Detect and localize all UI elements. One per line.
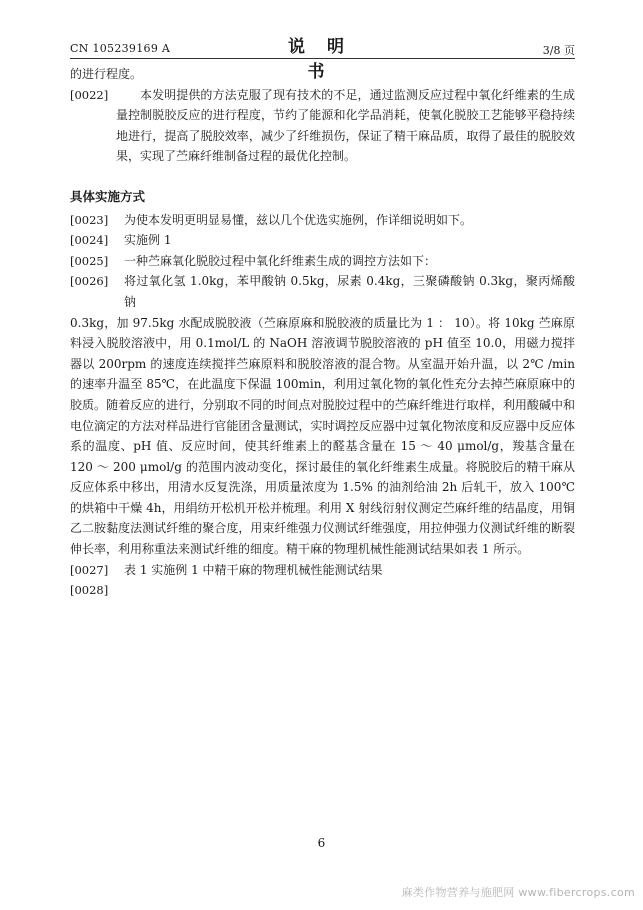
paragraph-text: 为使本发明更明显易懂，兹以几个优选实施例，作详细说明如下。 — [124, 212, 473, 227]
lead-text: 的进行程度。 — [70, 67, 143, 81]
document-body — [70, 64, 575, 601]
paragraph-0026 — [70, 271, 575, 312]
document-title: 说 明 书 — [288, 37, 352, 82]
paragraph-0027 — [70, 560, 575, 581]
paragraph-number: [0023] — [70, 212, 109, 227]
paragraph-number: [0022] — [70, 87, 109, 102]
paragraph-text: 一种苎麻氧化脱胶过程中氧化纤维素生成的调控方法如下： — [124, 253, 437, 268]
paragraph-text: 将过氧化氢 1.0kg，苯甲酸钠 0.5kg，尿素 0.4kg，三聚磷酸钠 0.3kg，聚丙烯酸钠 — [124, 274, 575, 309]
section-title: 具体实施方式 — [70, 188, 146, 204]
paragraph-0025 — [70, 251, 575, 272]
header-rule — [70, 58, 575, 59]
paragraph-number: [0027] — [70, 562, 109, 577]
paragraph-text: 本发明提供的方法克服了现有技术的不足，通过监测反应过程中氧化纤维素的生成量控制脱胶反应的进行程度，节约了能源和化学品消耗，使氧化脱胶工艺能够平稳持续地进行，提高了脱胶效率，减少了纤维损伤，保证了精干麻品质，取得了最佳的脱胶效果，实现了苎麻纤维制备过程的最优化控制。 — [116, 87, 575, 164]
paragraph-text: 表 1 实施例 1 中精干麻的物理机械性能测试结果 — [124, 562, 383, 577]
paragraph-0024 — [70, 230, 575, 251]
paragraph-text: 实施例 1 — [124, 233, 172, 248]
paragraph-0026-continued: 0.3kg，加 97.5kg 水配成脱胶液（苎麻原麻和脱胶液的质量比为 1 ： 10）。将 10kg 苎麻原料浸入脱胶溶液中，用 0.1mol/L 的 NaOH 溶液调节脱胶溶液的 pH 值至 10.0，用磁力搅拌器以 200rpm 的速度连续搅拌苎麻原料和脱胶溶液的混合物。从室温开始升温，以 2℃ /min 的速率升温至 85℃，在此温度下保温 100min，利用过氧化物的氧化性充分去掉苎麻原麻中的胶质。随着反应的进行，分别取不同的时间点对脱胶过程中的苎麻纤维进行取样，利用酸碱中和电位滴定的方法对样品进行官能团含量测试，实时调控反应器中过氧化物浓度和反应器中反应体系的温度、pH 值、反应时间，使其纤维素上的醛基含量在 15 ～ 40 μmol/g，羧基含量在 120 ～ 200 μmol/g 的范围内波动变化，探讨最佳的氧化纤维素生成量。将脱胶后的精干麻从反应体系中移出，用清水反复洗涤，用质量浓度为 1.5% 的油剂给油 2h 后轧干，放入 100℃的烘箱中干燥 4h，用绢纺开松机开松并梳理。利用 X 射线衍射仪测定苎麻纤维的结晶度，用铜乙二胺黏度法测试纤维的聚合度，用束纤维强力仪测试纤维强度，用拉伸强力仪测试纤维的断裂伸长率，利用称重法来测试纤维的细度。精干麻的物理机械性能测试结果如表 1 所示。 — [70, 315, 575, 557]
page-number: 6 — [317, 836, 326, 850]
paragraph-0028 — [70, 580, 575, 601]
paragraph-number: [0026] — [70, 274, 109, 289]
watermark: 麻类作物营养与施肥网 www.fibercrops.com — [401, 886, 635, 899]
publication-number: CN 105239169 A — [70, 42, 171, 55]
paragraph-number: [0028] — [70, 583, 109, 598]
paragraph-number: [0025] — [70, 253, 109, 268]
page-indicator: 3/8 页 — [542, 44, 575, 57]
paragraph-0022 — [70, 85, 575, 167]
paragraph-0023 — [70, 210, 575, 231]
paragraph-number: [0024] — [70, 233, 109, 248]
